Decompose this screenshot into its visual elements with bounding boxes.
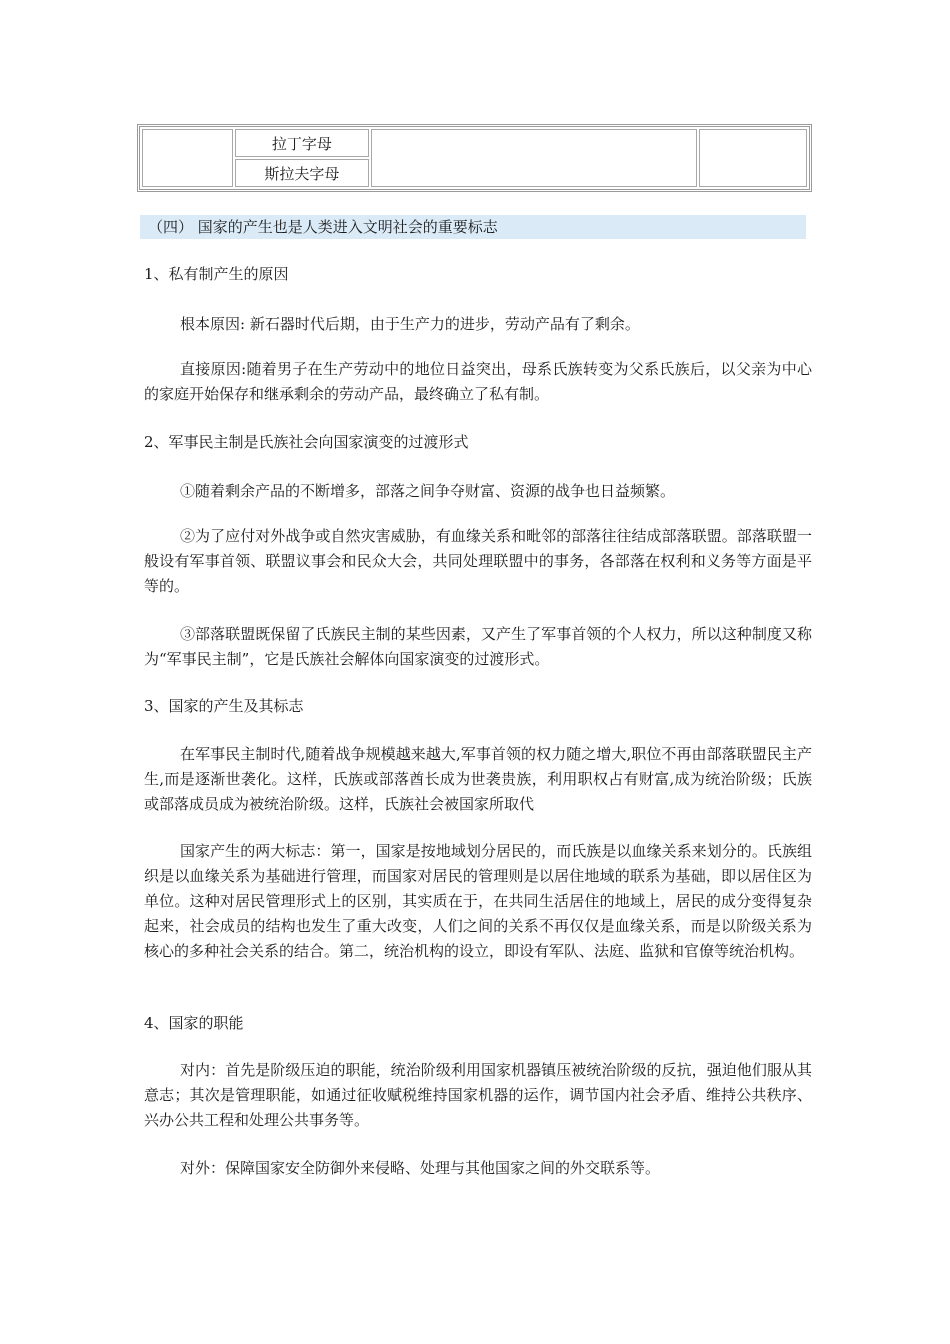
table-cell-latin: 拉丁字母 xyxy=(235,129,369,157)
heading-3: 3、国家的产生及其标志 xyxy=(144,697,304,715)
script-table xyxy=(140,127,809,189)
paragraph-internal: 对内：首先是阶级压迫的职能，统治阶级利用国家机器镇压被统治阶级的反抗，强迫他们服从其意志；其次是管理职能，如通过征收赋税维持国家机器的运作，调节国内社会矛盾、维持公共秩序、兴办公共工程和处理公共事务等。 xyxy=(144,1061,812,1129)
heading-2: 2、军事民主制是氏族社会向国家演变的过渡形式 xyxy=(144,433,469,451)
table-cell-empty xyxy=(699,129,807,187)
paragraph-point-1: ①随着剩余产品的不断增多，部落之间争夺财富、资源的战争也日益频繁。 xyxy=(180,482,676,500)
paragraph-external: 对外：保障国家安全防御外来侵略、处理与其他国家之间的外交联系等。 xyxy=(180,1159,661,1177)
heading-1: 1、私有制产生的原因 xyxy=(144,265,289,283)
fragment-table xyxy=(137,124,812,192)
paragraph-two-marks: 国家产生的两大标志：第一，国家是按地域划分居民的，而氏族是以血缘关系来划分的。氏族组织是以血缘关系为基础进行管理，而国家对居民的管理则是以居住地域的联系为基础，即以居住区为单位。这种对居民管理形式上的区别，其实质在于，在共同生活居住的地域上，居民的成分变得复杂起来，社会成员的结构也发生了重大改变，人们之间的关系不再仅仅是血缘关系，而是以阶级关系为核心的多种社会关系的结合。第二，统治机构的设立，即设有军队、法庭、监狱和官僚等统治机构。 xyxy=(144,842,812,960)
paragraph-point-3: ③部落联盟既保留了氏族民主制的某些因素，又产生了军事首领的个人权力，所以这种制度又称为“军事民主制”，它是氏族社会解体向国家演变的过渡形式。 xyxy=(144,625,812,668)
table-cell-empty xyxy=(371,129,697,187)
table-cell-empty xyxy=(142,129,233,187)
paragraph-direct-cause: 直接原因:随着男子在生产劳动中的地位日益突出，母系氏族转变为父系氏族后，以父亲为中心的家庭开始保存和继承剩余的劳动产品，最终确立了私有制。 xyxy=(144,360,812,403)
paragraph-root-cause: 根本原因: 新石器时代后期，由于生产力的进步，劳动产品有了剩余。 xyxy=(180,315,640,333)
table-cell-slavic: 斯拉夫字母 xyxy=(235,159,369,187)
section-banner: （四） 国家的产生也是人类进入文明社会的重要标志 xyxy=(140,215,806,239)
heading-4: 4、国家的职能 xyxy=(144,1014,244,1032)
paragraph-military-democracy: 在军事民主制时代,随着战争规模越来越大,军事首领的权力随之增大,职位不再由部落联盟民主产生,而是逐渐世袭化。这样，氏族或部落酋长成为世袭贵族，利用职权占有财富,成为统治阶级；氏族或部落成员成为被统治阶级。这样，氏族社会被国家所取代 xyxy=(144,745,812,813)
table-row xyxy=(142,129,807,157)
paragraph-point-2: ②为了应付对外战争或自然灾害威胁，有血缘关系和毗邻的部落往往结成部落联盟。部落联盟一般设有军事首领、联盟议事会和民众大会，共同处理联盟中的事务，各部落在权利和义务等方面是平等的。 xyxy=(144,527,812,595)
